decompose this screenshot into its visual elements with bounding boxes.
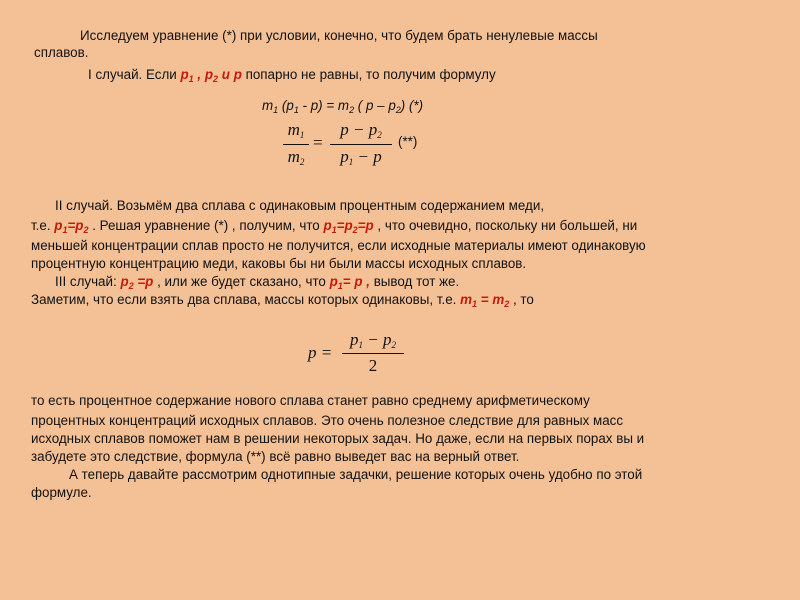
conclusion-line-2: процентных концентраций исходных сплавов. Это очень полезное следствие для равных масс: [31, 413, 624, 428]
conclusion-line-6: формуле.: [31, 485, 92, 500]
equals-sign: =: [313, 133, 323, 152]
equation-star: $m_1$ $(p_1 - p) = m_2$ ( p – $p_2$) (*): [262, 98, 424, 115]
conclusion-line-4: забудете это следствие, формула (**) всё равно выведет вас на верный ответ.: [31, 449, 520, 464]
average-fraction-bar: [342, 353, 404, 354]
fraction-bar-right: [330, 144, 392, 145]
case2-line-3: меньшей концентрации сплав просто не получится, если исходные материалы имеют одинаковую: [31, 238, 646, 253]
fraction-conc-numerator: $p - p_2$: [340, 120, 382, 140]
fraction-bar-left: [283, 144, 309, 145]
intro-line-2: сплавов.: [34, 45, 89, 60]
case2-line-1: II случай. Возьмём два сплава с одинаковым процентным содержанием меди,: [55, 198, 545, 213]
formula-label: (**): [398, 134, 418, 149]
average-denominator: 2: [368, 356, 378, 375]
conclusion-line-3: исходных сплавов поможет нам в решении некоторых задач. Но даже, если на первых порах вы и: [31, 431, 645, 446]
case1-line: I случай. Если $p_1$ , $p_2$ и p попарно не равны, то получим формулу: [88, 67, 496, 84]
conclusion-line-5: А теперь давайте рассмотрим однотипные задачки, решение которых очень удобно по этой: [69, 467, 643, 482]
case3-line: III случай: $p_2 =p$ , или же будет сказано, что $p_1= p$ , вывод тот же.: [55, 274, 460, 291]
conclusion-line-1: то есть процентное содержание нового сплава станет равно среднему арифметическому: [31, 393, 590, 408]
average-numerator: $p_1 - p_2$: [350, 330, 396, 350]
average-lhs: p =: [308, 343, 333, 362]
fraction-mass-numerator: $m_1$: [287, 120, 305, 140]
intro-line-1: Исследуем уравнение (*) при условии, конечно, что будем брать ненулевые массы: [80, 28, 598, 43]
note-line: Заметим, что если взять два сплава, массы которых одинаковы, т.е. $m_1 = m_2$ , то: [31, 292, 534, 309]
formula-average: [308, 330, 418, 378]
case2-line-2: т.е. $p_1=p_2$ . Решая уравнение (*) , получим, что $p_1=p_2=p$ , что очевидно, поскольку ни большей, ни: [31, 218, 638, 235]
case2-line-4: процентную концентрацию меди, каковы бы ни были массы исходных сплавов.: [31, 256, 527, 271]
fraction-mass-denominator: $m_2$: [287, 147, 305, 167]
fraction-conc-denominator: $p_1 - p$: [340, 147, 382, 167]
